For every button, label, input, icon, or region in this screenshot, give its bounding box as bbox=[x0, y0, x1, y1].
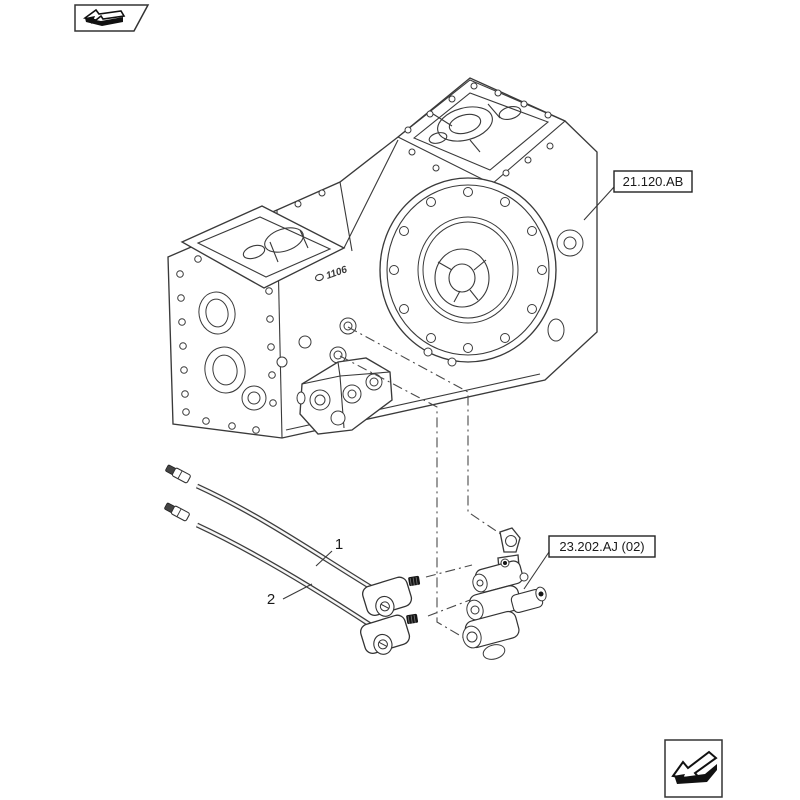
cable-2-connector bbox=[164, 502, 190, 522]
transmission-housing-drawing bbox=[168, 78, 597, 438]
callout-2 bbox=[267, 584, 312, 608]
prev-page-button[interactable] bbox=[75, 5, 148, 31]
ref-label-23-202-AJ-02[interactable] bbox=[524, 536, 655, 589]
callout-2-number: 2 bbox=[266, 591, 276, 608]
ref-label-23-202-AJ-02-text[interactable]: 23.202.AJ (02) bbox=[559, 539, 645, 554]
return-button[interactable] bbox=[665, 740, 722, 797]
ref-label-21-120-AB-text[interactable]: 21.120.AB bbox=[622, 174, 684, 189]
cable-2-stud bbox=[406, 614, 418, 625]
cable-1-connector bbox=[165, 464, 191, 484]
cable-2-solenoid bbox=[359, 609, 426, 659]
cable-1-solenoid bbox=[361, 571, 428, 621]
cable-1-stud bbox=[408, 576, 420, 587]
ref-label-21-120-AB[interactable] bbox=[584, 171, 692, 220]
control-valve-assembly bbox=[460, 528, 547, 662]
callout-1-number: 1 bbox=[334, 536, 344, 553]
casting-mark-text: 1106 bbox=[324, 264, 349, 282]
solenoid-cable-1 bbox=[165, 464, 428, 621]
bell-housing-flange bbox=[380, 178, 556, 362]
